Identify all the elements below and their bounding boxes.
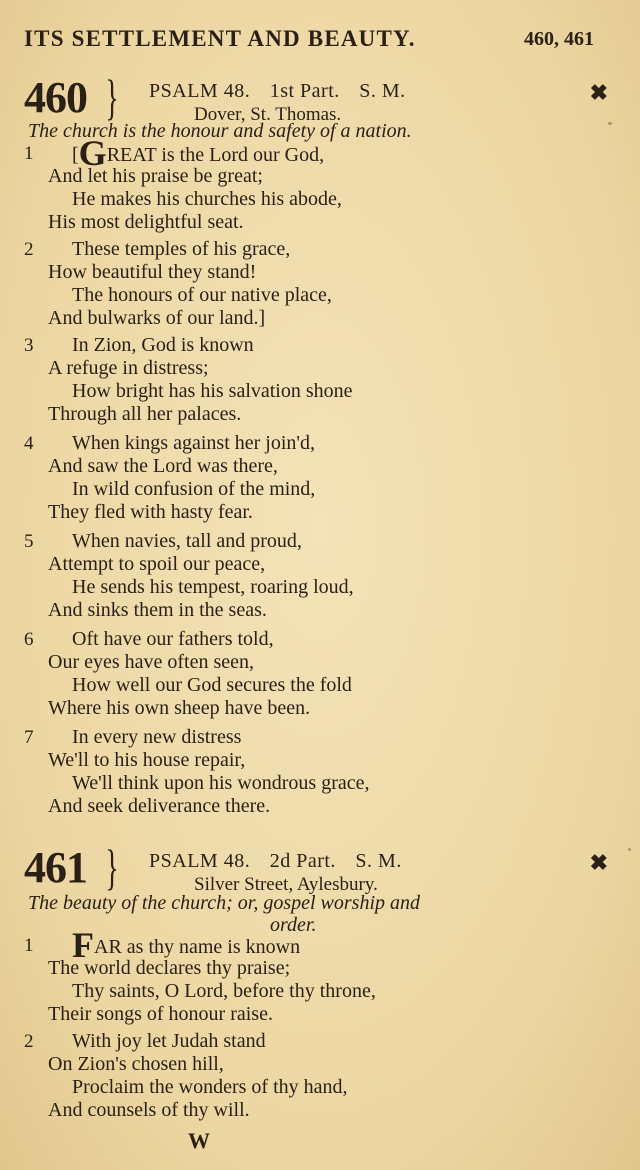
verse-line: And sinks them in the seas. [48,599,267,621]
stanza [24,726,604,818]
running-header [24,26,594,56]
verse-line: When navies, tall and proud, [72,530,302,552]
bracket-mark: [ [72,144,79,166]
stanza [24,133,604,234]
verse-line: These temples of his grace, [72,238,291,260]
psalm-461-heading [24,839,614,896]
verse-line: Our eyes have often seen, [48,651,255,673]
brace-icon: } [105,69,119,125]
stanza [24,1030,604,1122]
verse-line: A refuge in distress; [48,357,209,379]
psalm-label: PSALM 48. [149,80,251,102]
verse-line: Their songs of honour raise. [48,1003,273,1025]
verse-line: We'll think upon his wondrous grace, [72,772,370,794]
tune-names: Dover, St. Thomas. [194,104,342,125]
stanza [24,238,604,330]
tune-names: Silver Street, Aylesbury. [194,874,378,895]
verse-line: In every new distress [72,726,242,748]
verse-line: And bulwarks of our land.] [48,307,266,329]
verse-line: They fled with hasty fear. [48,501,253,523]
header-title: ITS SETTLEMENT AND BEAUTY. [24,26,416,51]
hymn-number-461: 461 [24,843,87,892]
verse-line: He sends his tempest, roaring loud, [72,576,354,598]
meter-label: S. M. [359,80,406,102]
page-numbers: 460, 461 [524,28,594,50]
stanza [24,530,604,622]
verse-line: His most delightful seat. [48,211,244,233]
psalm-460-subtitle: The church is the honour and safety of a nation. [28,120,412,142]
verse-line: Oft have our fathers told, [72,628,274,650]
stanza-number: 7 [24,727,34,748]
verse-line: How bright has his salvation shone [72,380,353,402]
stanza [24,432,604,524]
psalm-label: PSALM 48. [149,850,251,872]
psalm-460-title [149,80,420,103]
stanza-number: 2 [24,239,34,260]
stanza-number: 6 [24,629,34,650]
verse-line: And counsels of thy will. [48,1099,250,1121]
verse-line: Proclaim the wonders of thy hand, [72,1076,348,1098]
verse-line: And saw the Lord was there, [48,455,278,477]
ink-speck [628,848,631,851]
verse-line: And seek deliverance there. [48,795,271,817]
verse-line: Attempt to spoil our peace, [48,553,266,575]
verse-line: With joy let Judah stand [72,1030,266,1052]
stanza-number: 3 [24,335,34,356]
hymn-number-460: 460 [24,73,87,122]
psalm-461-subtitle-line1: The beauty of the church; or, gospel worship and [28,892,421,914]
verse-line: In Zion, God is known [72,334,254,356]
verse-line: We'll to his house repair, [48,749,246,771]
psalm-461-subtitle-line2: order. [270,914,317,936]
verse-line: The honours of our native place, [72,284,332,306]
stanza-number: 2 [24,1031,34,1052]
stanza-number: 4 [24,433,34,454]
brace-icon: } [105,839,119,895]
stanza-number: 1 [24,935,34,956]
verse-line: And let his praise be great; [48,165,263,187]
drop-cap: G [78,133,107,173]
cross-mark-icon: ✖ [589,80,608,105]
verse-line: How well our God secures the fold [72,674,352,696]
verse-line: He makes his churches his abode, [72,188,342,210]
verse-line: Where his own sheep have been. [48,697,311,719]
verse-line-text: AR as thy name is known [94,936,301,958]
cross-mark-icon: ✖ [589,850,608,875]
meter-label: S. M. [355,850,402,872]
verse-line [72,925,301,965]
verse-line: How beautiful they stand! [48,261,257,283]
verse-line-text: REAT is the Lord our God, [106,144,325,166]
psalm-461-title [149,850,416,873]
verse-line: In wild confusion of the mind, [72,478,316,500]
verse-line: The world declares thy praise; [48,957,291,979]
stanza-number: 5 [24,531,34,552]
stanza [24,334,604,426]
verse-line: Thy saints, O Lord, before thy throne, [72,980,376,1002]
signature-mark: W [188,1128,212,1153]
verse-line [72,133,325,173]
stanza [24,628,604,720]
verse-line: Through all her palaces. [48,403,242,425]
psalm-460-heading [24,69,614,126]
part-label: 1st Part. [269,80,340,102]
part-label: 2d Part. [269,850,336,872]
stanza-number: 1 [24,143,34,164]
verse-line: On Zion's chosen hill, [48,1053,224,1075]
verse-line: When kings against her join'd, [72,432,315,454]
drop-cap: F [72,925,94,965]
ink-speck [608,122,612,125]
